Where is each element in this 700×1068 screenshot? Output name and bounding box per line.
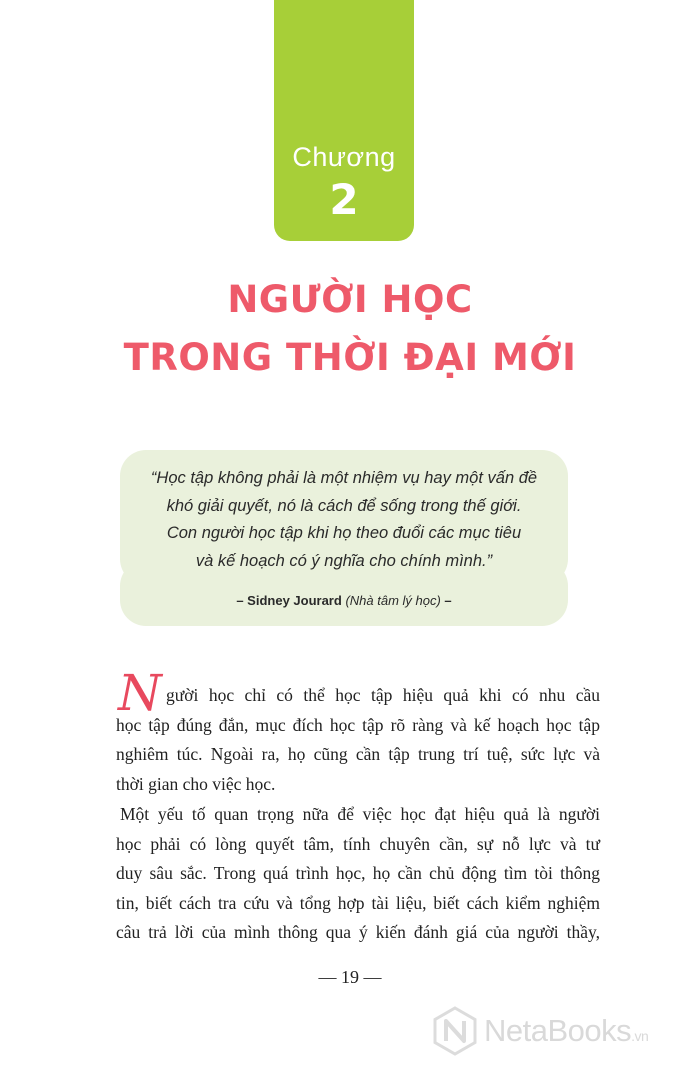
paragraph-2: [116, 800, 600, 948]
paragraph-line: tin, biết cách tra cứu và tổng hợp tài liệu, biết cách kiểm nghiệm: [116, 892, 600, 913]
author-role: (Nhà tâm lý học): [345, 593, 441, 608]
quote-line: khó giải quyết, nó là cách để sống trong thế giới.: [166, 496, 522, 515]
quote-line: “Học tập không phải là một nhiệm vụ hay một vấn đề: [150, 469, 538, 487]
chapter-title-line-2: TRONG THỜI ĐẠI MỚI: [123, 336, 577, 379]
watermark-text: [484, 1013, 648, 1049]
chapter-number: 2: [329, 175, 359, 224]
watermark: [432, 1006, 692, 1056]
paragraph-line: câu trả lời của mình thông qua ý kiến đánh giá của người thầy,: [116, 922, 600, 942]
page-number: — 19 —: [318, 967, 382, 987]
paragraph-line: học phải có lòng quyết tâm, tính chuyên cần, sự nỗ lực và tư: [116, 833, 600, 854]
chapter-tab: [274, 0, 414, 241]
watermark-tld: .vn: [631, 1028, 649, 1044]
quote-line: và kế hoạch có ý nghĩa cho chính mình.”: [195, 551, 493, 570]
chapter-title-line-1: NGƯỜI HỌC: [227, 278, 473, 321]
netabooks-logo-icon: [432, 1006, 478, 1056]
watermark-brand: NetaBooks: [484, 1013, 632, 1048]
paragraph-line: nghiêm túc. Ngoài ra, họ cũng cần tập trung trí tuệ, sức lực và: [116, 744, 600, 764]
paragraph-line: học tập đúng đắn, mục đích học tập rõ ràng và kế hoạch học tập: [116, 714, 600, 735]
quote-text: [120, 465, 568, 575]
paragraph-1: [116, 681, 600, 799]
drop-cap: N: [118, 664, 162, 722]
paragraph-line: duy sâu sắc. Trong quá trình học, họ cần chủ động tìm tòi thông: [116, 863, 600, 883]
chapter-label: Chương: [292, 142, 396, 172]
author-prefix: –: [236, 593, 248, 608]
quote-author: [120, 593, 568, 608]
paragraph-line: Một yếu tố quan trọng nữa để việc học đạt hiệu quả là người: [120, 804, 600, 824]
quote-line: Con người học tập khi họ theo đuổi các mục tiêu: [166, 524, 522, 542]
author-name: Sidney Jourard: [247, 593, 342, 608]
author-suffix: –: [440, 593, 452, 608]
paragraph-line: thời gian cho việc học.: [116, 773, 276, 794]
paragraph-line: gười học chỉ có thể học tập hiệu quả khi có nhu cầu: [166, 685, 600, 705]
